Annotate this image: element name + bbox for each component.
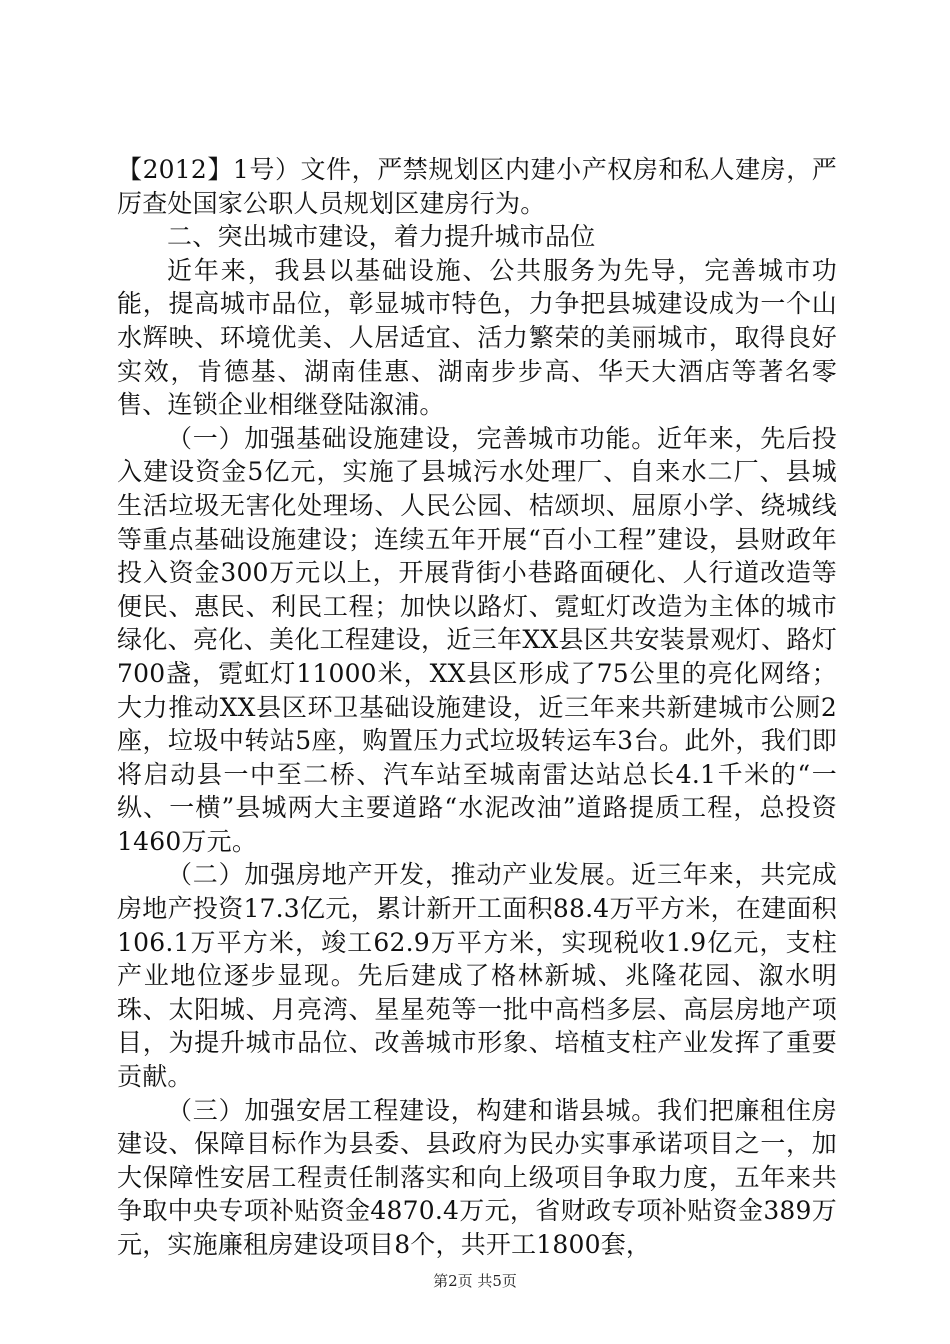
paragraph-3: 近年来，我县以基础设施、公共服务为先导，完善城市功能，提高城市品位，彰显城市特色，力争把县城建设成为一个山水辉映、环境优美、人居适宜、活力繁荣的美丽城市，取得良好实效，肯德基、湖南佳惠、湖南步步高、华天大酒店等著名零售、连锁企业相继登陆溆浦。 xyxy=(117,255,837,420)
document-body xyxy=(117,153,837,1262)
paragraph-1: 【2012】1号）文件，严禁规划区内建小产权房和私人建房，严厉查处国家公职人员规划区建房行为。 xyxy=(117,155,837,218)
paragraph-4: （一）加强基础设施建设，完善城市功能。近年来，先后投入建设资金5亿元，实施了县城污水处理厂、自来水二厂、县城生活垃圾无害化处理场、人民公园、桔颂坝、屈原小学、绕城线等重点基础设施建设；连续五年开展“百小工程”建设，县财政年投入资金300万元以上，开展背街小巷路面硬化、人行道改造等便民、惠民、利民工程；加快以路灯、霓虹灯改造为主体的城市绿化、亮化、美化工程建设，近三年XX县区共安装景观灯、路灯700盏，霓虹灯11000米，XX县区形成了75公里的亮化网络；大力推动XX县区环卫基础设施建设，近三年来共新建城市公厕2座，垃圾中转站5座，购置压力式垃圾转运车3台。此外，我们即将启动县一中至二桥、汽车站至城南雷达站总长4.1千米的“一纵、一横”县城两大主要道路“水泥改油”道路提质工程，总投资1460万元。 xyxy=(117,423,837,856)
section-heading: 二、突出城市建设，着力提升城市品位 xyxy=(167,222,596,252)
page-footer: 第2页 共5页 xyxy=(433,1272,517,1290)
paragraph-5: （二）加强房地产开发，推动产业发展。近三年来，共完成房地产投资17.3亿元，累计新开工面积88.4万平方米，在建面积106.1万平方米，竣工62.9万平方米，实现税收1.9亿元，支柱产业地位逐步显现。先后建成了格林新城、兆隆花园、溆水明珠、太阳城、月亮湾、星星苑等一批中高档多层、高层房地产项目，为提升城市品位、改善城市形象、培植支柱产业发挥了重要贡献。 xyxy=(117,860,837,1092)
paragraph-6: （三）加强安居工程建设，构建和谐县城。我们把廉租住房建设、保障目标作为县委、县政府为民办实事承诺项目之一，加大保障性安居工程责任制落实和向上级项目争取力度，五年来共争取中央专项补贴资金4870.4万元，省财政专项补贴资金389万元，实施廉租房建设项目8个，共开工1800套， xyxy=(117,1095,837,1259)
